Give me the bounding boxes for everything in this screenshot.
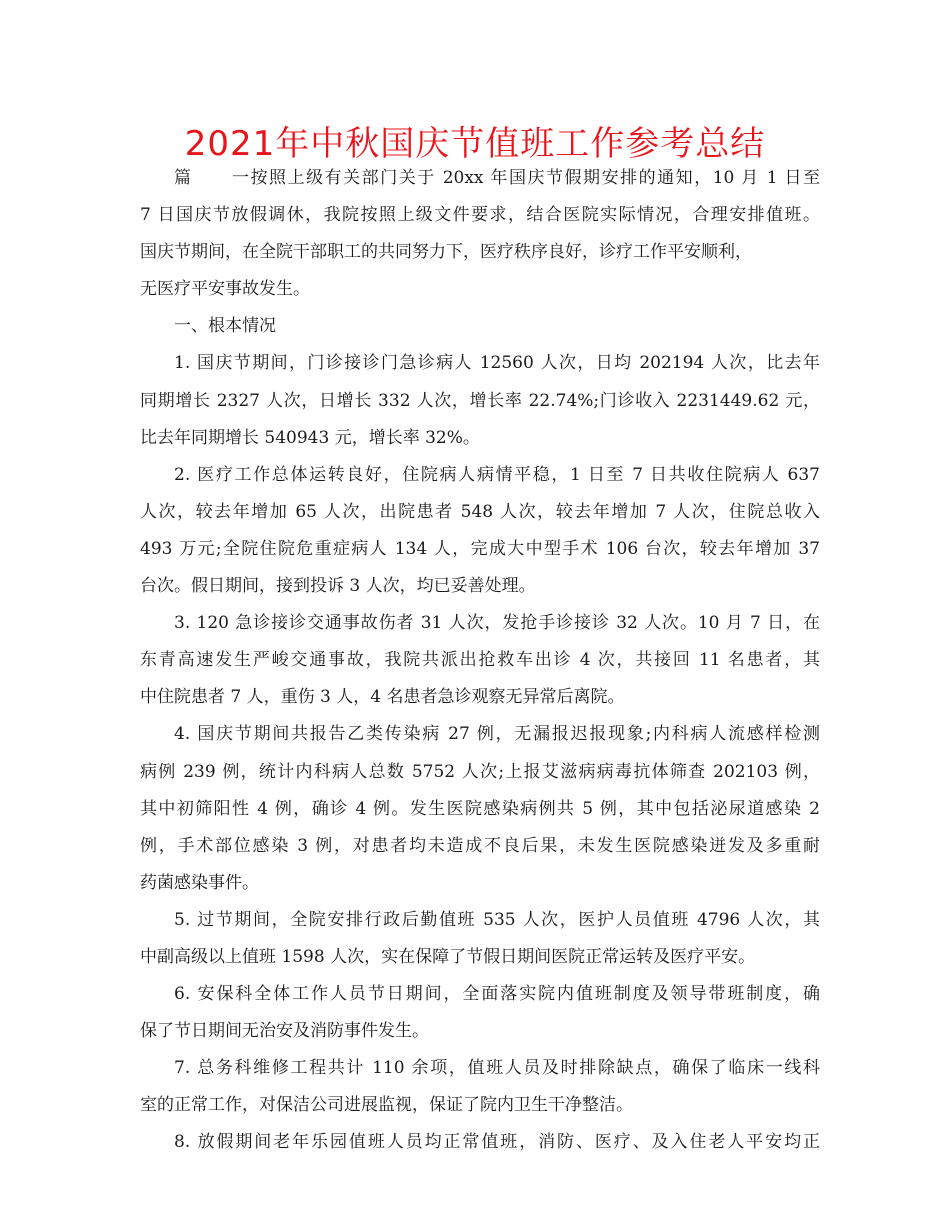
paragraph-line	[140, 1087, 820, 1124]
paragraph-line-text: 人次，较去年增加 65 人次，出院患者 548 人次，较去年增加 7 人次，住院总收入	[140, 501, 820, 522]
paragraph-line	[140, 531, 820, 568]
paragraph-line-text: 5. 过节期间，全院安排行政后勤值班 535 人次，医护人员值班 4796 人次，其	[174, 909, 820, 930]
paragraph-line	[140, 1050, 820, 1087]
paragraph-line-text: 1. 国庆节期间，门诊接诊门急诊病人 12560 人次，日均 202194 人次，比去年	[174, 353, 820, 374]
paragraph-line	[140, 457, 820, 494]
paragraph-line-text: 药菌感染事件。	[140, 872, 259, 893]
paragraph-line	[140, 1013, 820, 1050]
paragraph-line-text: 一、根本情况	[174, 316, 276, 337]
paragraph-line-text: 例，手术部位感染 3 例，对患者均未造成不良后果，未发生医院感染迸发及多重耐	[140, 835, 820, 856]
paragraph-line	[140, 160, 820, 197]
paragraph-line	[140, 383, 820, 420]
paragraph-line-text: 中副高级以上值班 1598 人次，实在保障了节假日期间医院正常运转及医疗平安。	[140, 946, 756, 967]
paragraph-line	[140, 828, 820, 865]
paragraph-line-text: 按照上级有关部门关于 20xx 年国庆节假期安排的通知，10 月 1 日至	[249, 168, 820, 188]
paragraph-line-text: 6. 安保科全体工作人员节日期间，全面落实院内值班制度及领导带班制度，确	[174, 984, 820, 1005]
paragraph-line	[140, 197, 820, 234]
paragraph-line-text: 比去年同期增长 540943 元，增长率 32%。	[140, 427, 480, 448]
paragraph-line	[140, 791, 820, 828]
paragraph-line-text: 台次。假日期间，接到投诉 3 人次，均已妥善处理。	[140, 576, 536, 597]
paragraph-line-text: 7 日国庆节放假调休，我院按照上级文件要求，结合医院实际情况，合理安排值班。	[140, 205, 820, 226]
paragraph-line	[140, 976, 820, 1013]
paragraph-line-text: 493 万元;全院住院危重症病人 134 人，完成大中型手术 106 台次，较去年增加 37	[140, 538, 820, 559]
paragraph-line-text: 东青高速发生严峻交通事故，我院共派出抢救车出诊 4 次，共接回 11 名患者，其	[140, 650, 820, 671]
document-body	[140, 160, 820, 1162]
paragraph-line	[140, 716, 820, 753]
document-title: 2021年中秋国庆节值班工作参考总结	[184, 124, 766, 164]
paragraph-line	[140, 568, 820, 605]
paragraph-line	[140, 420, 820, 457]
paragraph-line	[140, 754, 820, 791]
paragraph-line	[140, 1124, 820, 1161]
paragraph-line	[140, 494, 820, 531]
paragraph-line-text: 同期增长 2327 人次，日增长 332 人次，增长率 22.74%;门诊收入 2231449.62 元，	[140, 390, 820, 411]
paragraph-line-text: 国庆节期间，在全院干部职工的共同努力下，医疗秩序良好，诊疗工作平安顺利，	[140, 242, 752, 263]
paragraph-line-text: 2. 医疗工作总体运转良好，住院病人病情平稳，1 日至 7 日共收住院病人 637	[174, 464, 820, 485]
paragraph-line-text: 病例 239 例，统计内科病人总数 5752 人次;上报艾滋病病毒抗体筛查 202103 例，	[140, 761, 820, 782]
paragraph-line	[140, 642, 820, 679]
paragraph-line	[140, 234, 820, 271]
paragraph-line-text: 无医疗平安事故发生。	[140, 279, 310, 300]
paragraph-line-text: 其中初筛阳性 4 例，确诊 4 例。发生医院感染病例共 5 例，其中包括泌尿道感染 2	[140, 798, 820, 819]
paragraph-line-text: 3. 120 急诊接诊交通事故伤者 31 人次，发抢手诊接诊 32 人次。10 月 7 日，在	[174, 613, 820, 634]
paragraph-line-text: 中住院患者 7 人，重伤 3 人，4 名患者急诊观察无异常后离院。	[140, 687, 625, 708]
paragraph-line	[140, 308, 820, 345]
paragraph-line-text: 8. 放假期间老年乐园值班人员均正常值班，消防、医疗、及入住老人平安均正	[174, 1132, 820, 1153]
paragraph-line	[140, 605, 820, 642]
paragraph-line-text: 4. 国庆节期间共报告乙类传染病 27 例，无漏报迟报现象;内科病人流感样检测	[174, 724, 820, 745]
paragraph-line-text: 保了节日期间无治安及消防事件发生。	[140, 1021, 429, 1042]
paragraph-line	[140, 271, 820, 308]
paragraph-line-text: 室的正常工作，对保洁公司进展监视，保证了院内卫生干净整洁。	[140, 1095, 633, 1116]
paragraph-line	[140, 679, 820, 716]
section-label: 篇一	[174, 168, 249, 188]
paragraph-line	[140, 345, 820, 382]
paragraph-line-text: 7. 总务科维修工程共计 110 余项，值班人员及时排除缺点，确保了临床一线科	[174, 1058, 820, 1079]
paragraph-line	[140, 902, 820, 939]
paragraph-line	[140, 865, 820, 902]
paragraph-line	[140, 939, 820, 976]
